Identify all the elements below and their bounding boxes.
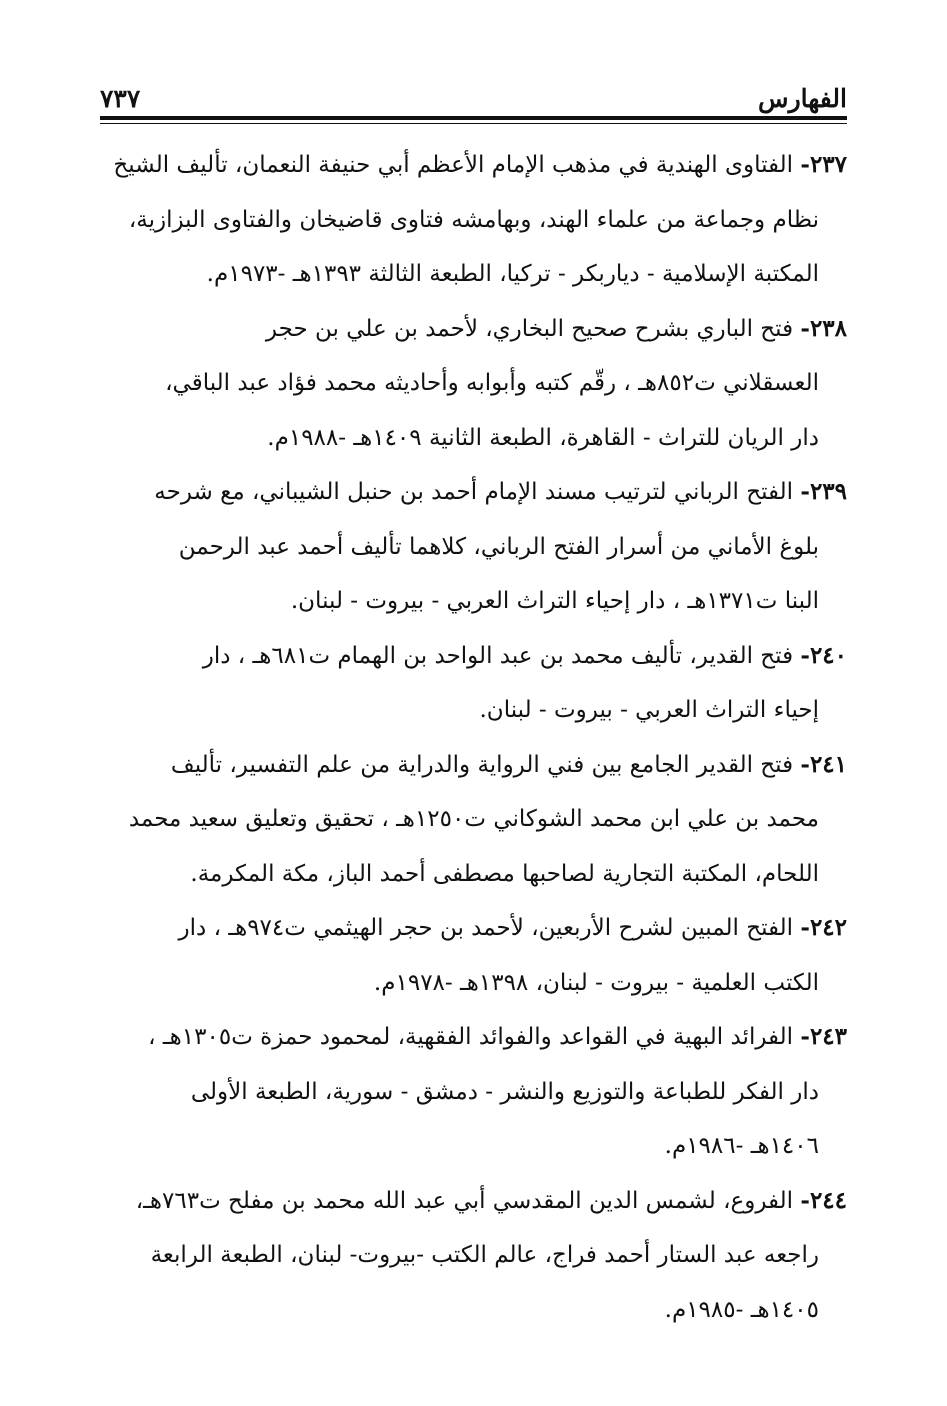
entry-line: راجعه عبد الستار أحمد فراج، عالم الكتب -بيروت- لبنان، الطبعة الرابعة: [150, 1242, 819, 1268]
entry-line: فتح القدير، تأليف محمد بن عبد الواحد بن الهمام ت٦٨١هـ ، دار: [202, 642, 794, 669]
entry-line: ١٤٠٦هـ -١٩٨٦م.: [664, 1133, 819, 1159]
entry-line: دار الريان للتراث - القاهرة، الطبعة الثانية ١٤٠٩هـ -١٩٨٨م.: [267, 424, 819, 451]
entry-line: محمد بن علي ابن محمد الشوكاني ت١٢٥٠هـ ، تحقيق وتعليق سعيد محمد: [128, 806, 819, 832]
bibliography-entry: [100, 629, 847, 738]
entry-number: ٢٤٣-: [800, 1023, 847, 1050]
entry-line: العسقلاني ت٨٥٢هـ ، رقّم كتبه وأبوابه وأحاديثه محمد فؤاد عبد الباقي،: [165, 370, 819, 396]
entry-line: نظام وجماعة من علماء الهند، وبهامشه فتاوى قاضيخان والفتاوى البزازية،: [128, 206, 819, 233]
bibliography-entry: [100, 901, 847, 1010]
bibliography-entry: [100, 465, 847, 629]
bibliography-entry: [100, 1174, 847, 1338]
entry-line: الفتح الرباني لترتيب مسند الإمام أحمد بن حنبل الشيباني، مع شرحه: [154, 479, 794, 505]
book-page: [100, 70, 847, 1337]
entry-line: فتح القدير الجامع بين فني الرواية والدراية من علم التفسير، تأليف: [170, 751, 794, 778]
entry-number: ٢٣٩-: [800, 478, 847, 505]
entry-number: ٢٣٨-: [800, 314, 847, 342]
bibliography-entry: [100, 738, 847, 902]
entry-line: اللحام، المكتبة التجارية لصاحبها مصطفى أحمد الباز، مكة المكرمة.: [190, 860, 819, 887]
entry-number: ٢٣٧-: [800, 151, 847, 178]
entry-line: دار الفكر للطباعة والتوزيع والنشر - دمشق - سورية، الطبعة الأولى: [190, 1078, 819, 1105]
entry-line: الفتاوى الهندية في مذهب الإمام الأعظم أبي حنيفة النعمان، تأليف الشيخ: [113, 152, 794, 178]
bibliography-entry: [100, 138, 847, 302]
bibliography-entry: [100, 1010, 847, 1174]
entry-number: ٢٤٠-: [800, 641, 847, 669]
entry-line: الفرائد البهية في القواعد والفوائد الفقهية، لمحمود حمزة ت١٣٠٥هـ ،: [148, 1024, 794, 1050]
entry-line: بلوغ الأماني من أسرار الفتح الرباني، كلاهما تأليف أحمد عبد الرحمن: [178, 533, 819, 560]
entry-number: ٢٤١-: [800, 750, 847, 778]
page-number: ٧٣٧: [100, 84, 141, 113]
bibliography-entry: [100, 302, 847, 466]
entry-line: الفروع، لشمس الدين المقدسي أبي عبد الله محمد بن مفلح ت٧٦٣هـ،: [135, 1187, 794, 1214]
section-title: الفهارس: [758, 84, 847, 113]
entry-line: البنا ت١٣٧١هـ ، دار إحياء التراث العربي - بيروت - لبنان.: [290, 588, 819, 614]
entry-line: المكتبة الإسلامية - دياربكر - تركيا، الطبعة الثالثة ١٣٩٣هـ -١٩٧٣م.: [206, 261, 819, 287]
entry-number: ٢٤٢-: [800, 914, 847, 941]
entry-number: ٢٤٤-: [800, 1186, 847, 1214]
running-header: [100, 70, 847, 114]
entry-line: الكتب العلمية - بيروت - لبنان، ١٣٩٨هـ -١٩٧٨م.: [373, 969, 819, 996]
bibliography-list: [100, 138, 847, 1337]
entry-line: فتح الباري بشرح صحيح البخاري، لأحمد بن علي بن حجر: [265, 315, 794, 342]
entry-line: الفتح المبين لشرح الأربعين، لأحمد بن حجر الهيثمي ت٩٧٤هـ ، دار: [178, 915, 794, 941]
entry-line: ١٤٠٥هـ -١٩٨٥م.: [664, 1296, 819, 1323]
header-rule-thin: [100, 123, 847, 124]
entry-line: إحياء التراث العربي - بيروت - لبنان.: [479, 697, 819, 723]
